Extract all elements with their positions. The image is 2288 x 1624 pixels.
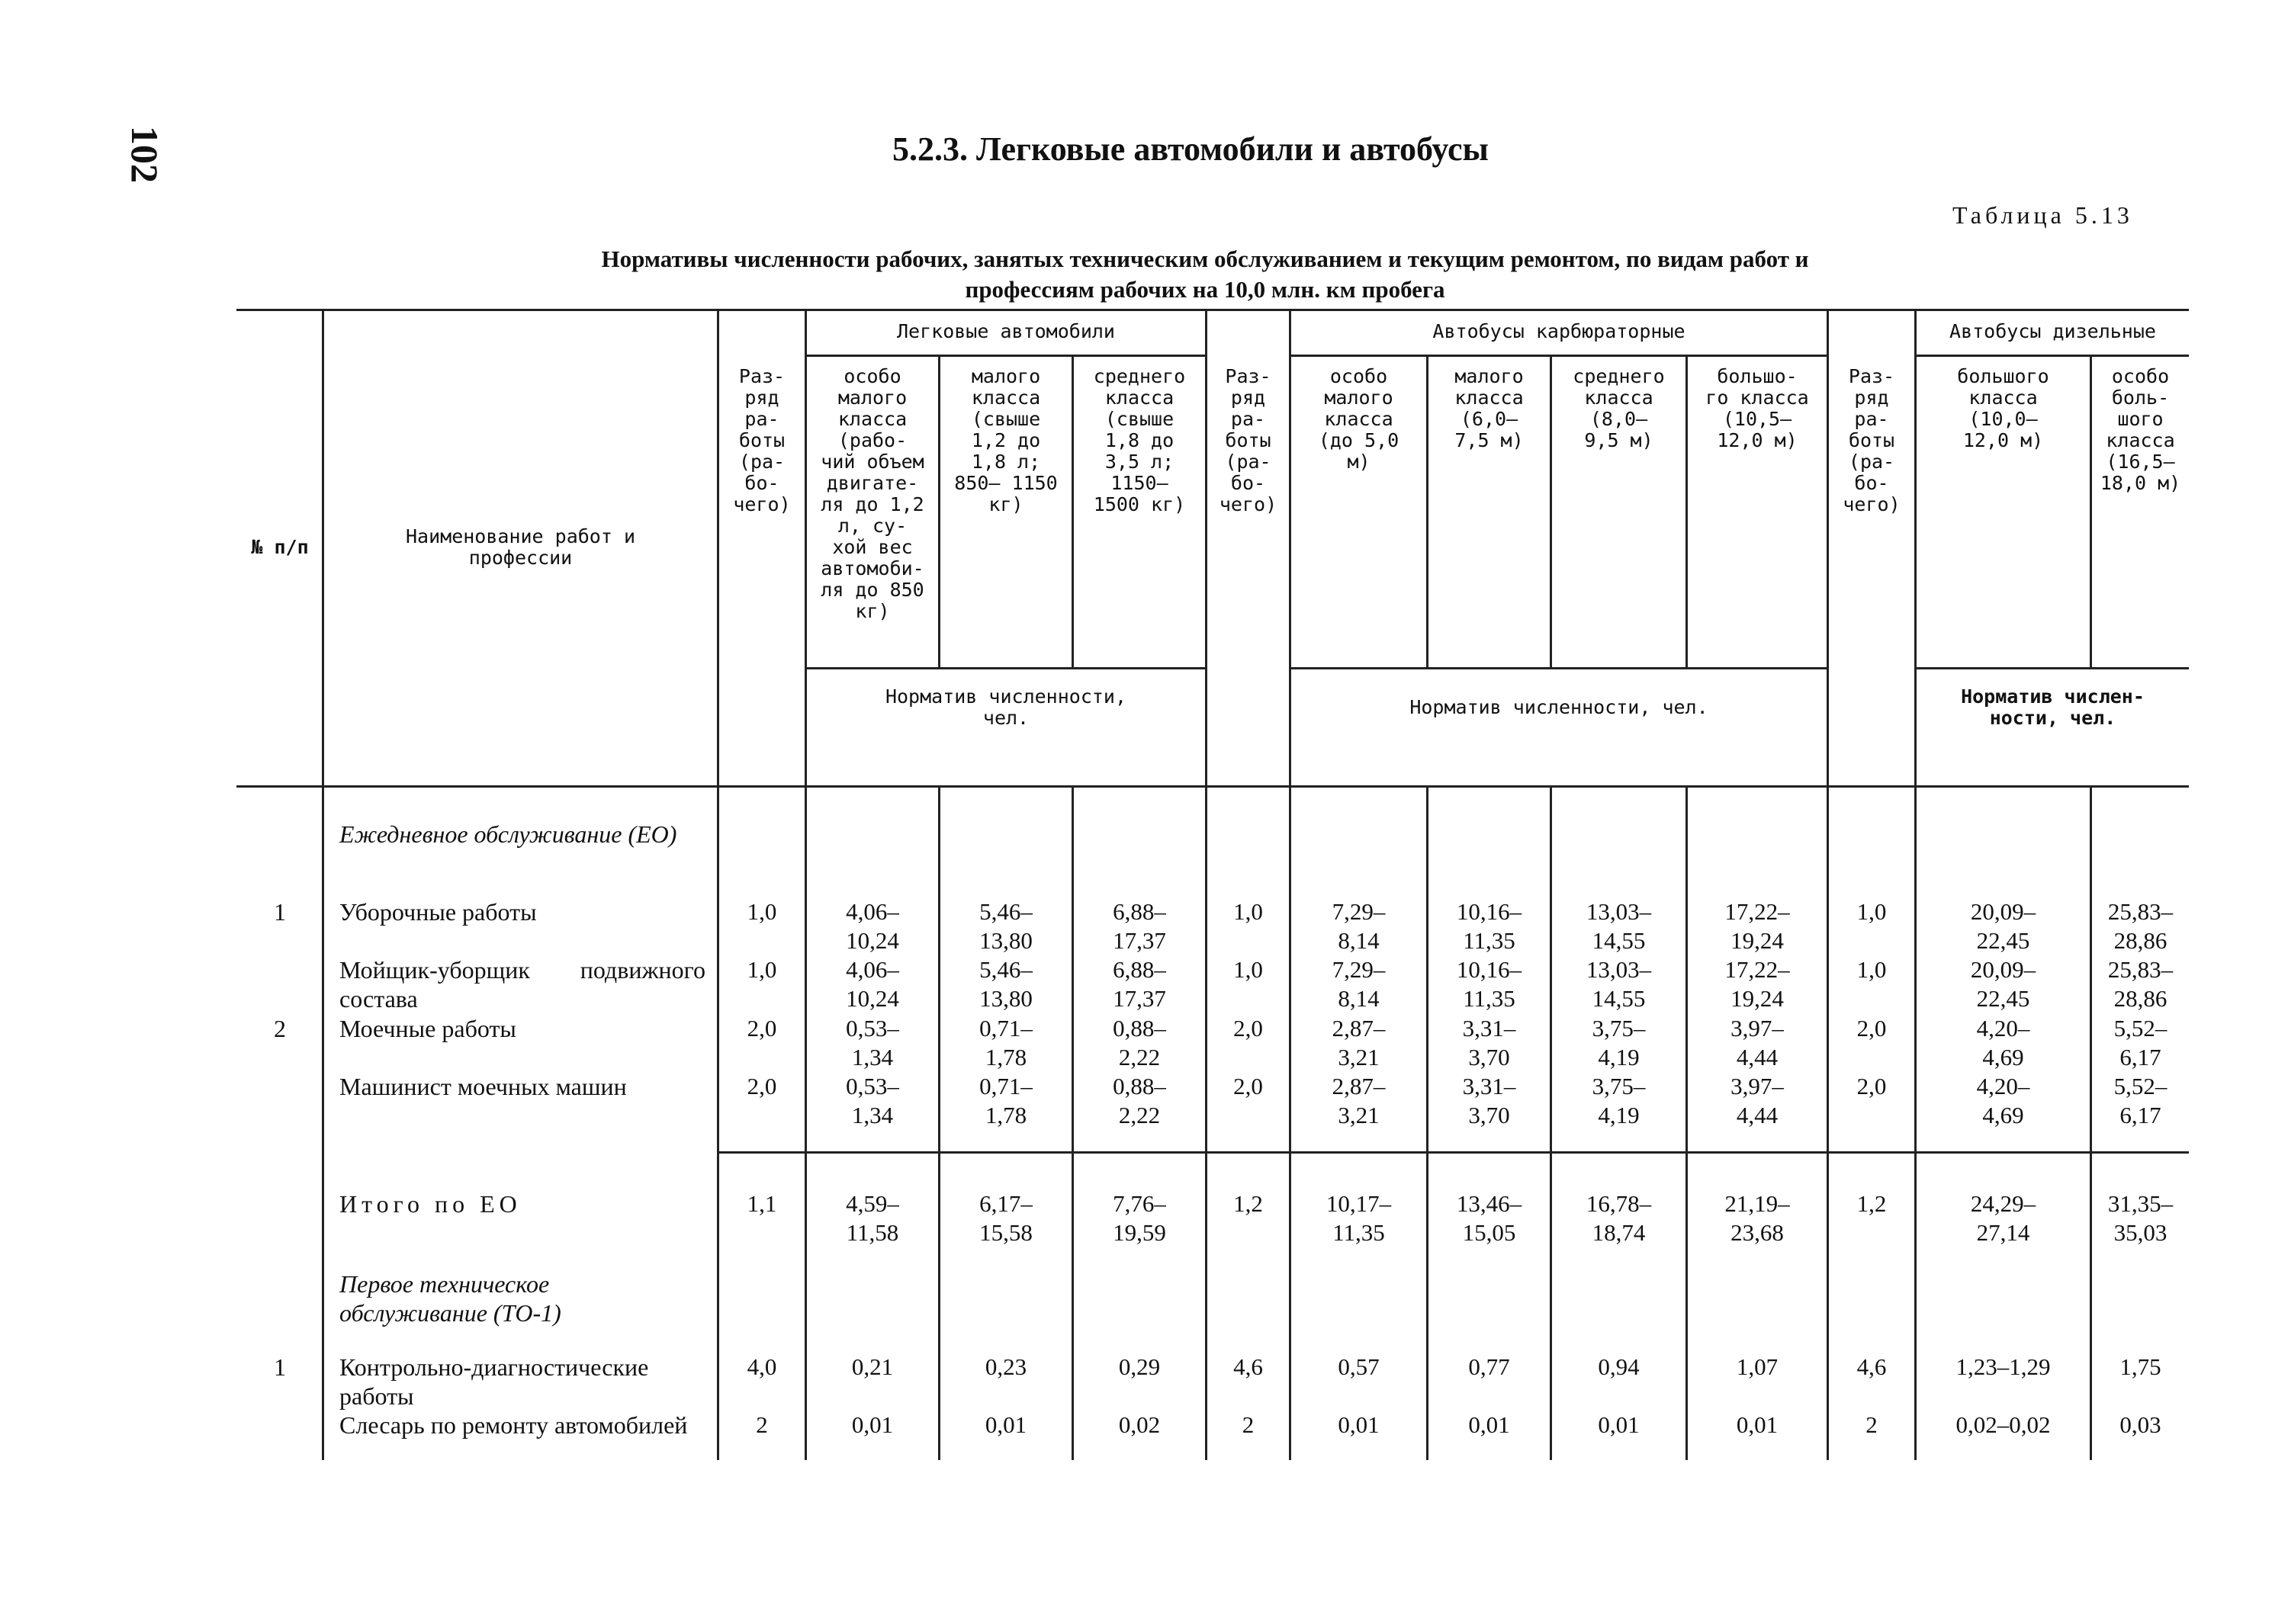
- section-title: 5.2.3. Легковые автомобили и автобусы: [892, 130, 1489, 168]
- eo-total-d1: 24,29– 27,14: [1970, 1190, 2036, 1246]
- eo-total-b3: 16,78– 18,74: [1586, 1190, 1652, 1246]
- col-car-medium: среднего класса (свыше 1,8 до 3,5 л; 1150– 1500 кг): [1093, 365, 1186, 515]
- section-to1-title: Первое техническое обслуживание (ТО-1): [339, 1270, 561, 1327]
- eo-row-4-c1: 0,53– 1,34: [846, 1073, 899, 1128]
- eo-total-name: Итого по ЕО: [339, 1190, 522, 1218]
- eo-total-b1: 10,17– 11,35: [1326, 1190, 1392, 1246]
- eo-row-3-name: Моечные работы: [339, 1015, 516, 1042]
- eo-row-2-c1: 4,06– 10,24: [846, 956, 899, 1012]
- eo-row-4-d2: 5,52– 6,17: [2113, 1073, 2167, 1128]
- group-cars: Легковые автомобили: [897, 320, 1115, 342]
- to1-row-1-c1: 0,21: [851, 1353, 894, 1380]
- table-caption: Нормативы численности рабочих, занятых техническим обслуживанием и текущим ремонтом, по видам работ и профессиям рабочих на 10,0 млн. км пробега: [601, 246, 1809, 303]
- eo-row-1-b2: 10,16– 11,35: [1456, 898, 1522, 954]
- to1-row-2-b4: 0,01: [1736, 1411, 1779, 1438]
- eo-row-1-g2: 1,0: [1233, 898, 1263, 925]
- header-num: № п/п: [251, 535, 309, 558]
- eo-row-2-d2: 25,83– 28,86: [2107, 956, 2174, 1012]
- to1-row-2-c1: 0,01: [851, 1411, 894, 1438]
- eo-total-d2: 31,35– 35,03: [2107, 1190, 2174, 1246]
- to1-row-1-num: 1: [274, 1353, 286, 1381]
- to1-row-1-d2: 1,75: [2119, 1353, 2161, 1380]
- group-diesel-buses: Автобусы дизельные: [1949, 320, 2156, 342]
- eo-row-1-g3: 1,0: [1856, 898, 1887, 925]
- col-bus-extra-small: особо малого класса (до 5,0 м): [1318, 365, 1399, 473]
- eo-row-3-b1: 2,87– 3,21: [1332, 1015, 1386, 1070]
- eo-row-4-name: Машинист моечных машин: [339, 1073, 627, 1100]
- eo-row-1-num: 1: [274, 898, 286, 926]
- to1-row-1-g1: 4,0: [747, 1353, 777, 1380]
- norm-label-carb: Норматив численности, чел.: [1409, 696, 1708, 718]
- eo-row-3-c2: 0,71– 1,78: [979, 1015, 1033, 1070]
- header-name: Наименование работ и профессии: [405, 525, 636, 569]
- col-diesel-large: большого класса (10,0– 12,0 м): [1957, 365, 2049, 451]
- eo-row-3-d2: 5,52– 6,17: [2113, 1015, 2167, 1070]
- eo-row-1-b3: 13,03– 14,55: [1586, 898, 1652, 954]
- col-car-extra-small: особо малого класса (рабо- чий объем двигате- ля до 1,2 л, су- хой вес автомоби- ля до 850 кг): [821, 365, 924, 622]
- to1-row-2-c3: 0,02: [1118, 1411, 1161, 1438]
- eo-row-1-c2: 5,46– 13,80: [979, 898, 1033, 954]
- to1-row-2-d2: 0,03: [2119, 1411, 2161, 1438]
- eo-row-1-c1: 4,06– 10,24: [846, 898, 899, 954]
- to1-row-1-c2: 0,23: [985, 1353, 1027, 1380]
- to1-row-1-b4: 1,07: [1736, 1353, 1779, 1380]
- eo-row-3-g3: 2,0: [1856, 1015, 1887, 1041]
- eo-row-2-g2: 1,0: [1233, 956, 1263, 983]
- eo-row-3-g1: 2,0: [747, 1015, 777, 1041]
- eo-row-2-b4: 17,22– 19,24: [1724, 956, 1790, 1012]
- eo-total-g3: 1,2: [1856, 1190, 1887, 1217]
- eo-row-2-name: Мойщик-уборщик подвижного состава: [339, 956, 705, 1013]
- eo-row-1-c3: 6,88– 17,37: [1113, 898, 1166, 954]
- eo-row-4-d1: 4,20– 4,69: [1976, 1073, 2030, 1128]
- header-grade-diesel: Раз- ряд ра- боты (ра- бо- чего): [1843, 365, 1901, 515]
- col-bus-small: малого класса (6,0– 7,5 м): [1454, 365, 1524, 451]
- eo-row-1-b1: 7,29– 8,14: [1332, 898, 1386, 954]
- page-number: 102: [124, 126, 166, 183]
- eo-row-1-g1: 1,0: [747, 898, 777, 925]
- eo-row-3-g2: 2,0: [1233, 1015, 1263, 1041]
- table-label: Таблица 5.13: [1952, 201, 2133, 229]
- eo-row-4-c3: 0,88– 2,22: [1113, 1073, 1166, 1128]
- col-diesel-extra-large: особо боль- шого класса (16,5– 18,0 м): [2100, 365, 2181, 494]
- eo-row-3-b3: 3,75– 4,19: [1592, 1015, 1646, 1070]
- to1-row-1-name: Контрольно-диагностические работы: [339, 1353, 649, 1410]
- eo-row-3-c1: 0,53– 1,34: [846, 1015, 899, 1070]
- to1-row-2-b1: 0,01: [1338, 1411, 1380, 1438]
- eo-row-3-b4: 3,97– 4,44: [1730, 1015, 1784, 1070]
- eo-row-4-b2: 3,31– 3,70: [1462, 1073, 1516, 1128]
- to1-row-2-g3: 2: [1865, 1411, 1878, 1438]
- to1-row-2-b3: 0,01: [1598, 1411, 1640, 1438]
- header-grade-cars: Раз- ряд ра- боты (ра- бо- чего): [733, 365, 791, 515]
- to1-row-2-b2: 0,01: [1468, 1411, 1510, 1438]
- to1-row-1-d1: 1,23–1,29: [1955, 1353, 2051, 1380]
- to1-row-1-b1: 0,57: [1338, 1353, 1380, 1380]
- col-bus-large: большо- го класса (10,5– 12,0 м): [1705, 365, 1809, 451]
- to1-row-1-b2: 0,77: [1468, 1353, 1510, 1380]
- eo-row-4-b1: 2,87– 3,21: [1332, 1073, 1386, 1128]
- eo-row-3-c3: 0,88– 2,22: [1113, 1015, 1166, 1070]
- eo-row-2-g1: 1,0: [747, 956, 777, 983]
- eo-row-3-num: 2: [274, 1015, 286, 1042]
- eo-row-3-b2: 3,31– 3,70: [1462, 1015, 1516, 1070]
- eo-row-1-b4: 17,22– 19,24: [1724, 898, 1790, 954]
- eo-row-2-d1: 20,09– 22,45: [1970, 956, 2036, 1012]
- col-car-small: малого класса (свыше 1,2 до 1,8 л; 850– 1150 кг): [954, 365, 1058, 515]
- eo-row-1-d1: 20,09– 22,45: [1970, 898, 2036, 954]
- to1-row-1-c3: 0,29: [1118, 1353, 1161, 1380]
- eo-row-2-c3: 6,88– 17,37: [1113, 956, 1166, 1012]
- eo-total-c1: 4,59– 11,58: [846, 1190, 899, 1246]
- eo-total-g2: 1,2: [1233, 1190, 1263, 1217]
- eo-row-4-g2: 2,0: [1233, 1073, 1263, 1099]
- group-carb-buses: Автобусы карбюраторные: [1432, 320, 1685, 342]
- eo-total-b4: 21,19– 23,68: [1724, 1190, 1790, 1246]
- to1-row-2-c2: 0,01: [985, 1411, 1027, 1438]
- eo-row-4-b3: 3,75– 4,19: [1592, 1073, 1646, 1128]
- to1-row-2-d1: 0,02–0,02: [1955, 1411, 2051, 1438]
- to1-row-2-g1: 2: [756, 1411, 768, 1438]
- eo-row-4-g3: 2,0: [1856, 1073, 1887, 1099]
- eo-total-c3: 7,76– 19,59: [1113, 1190, 1166, 1246]
- section-eo-title: Ежедневное обслуживание (ЕО): [339, 820, 677, 848]
- to1-row-2-g2: 2: [1242, 1411, 1255, 1438]
- eo-row-4-c2: 0,71– 1,78: [979, 1073, 1033, 1128]
- eo-row-2-b2: 10,16– 11,35: [1456, 956, 1522, 1012]
- to1-row-1-b3: 0,94: [1598, 1353, 1640, 1380]
- eo-row-2-b3: 13,03– 14,55: [1586, 956, 1652, 1012]
- col-bus-medium: среднего класса (8,0– 9,5 м): [1573, 365, 1665, 451]
- eo-row-3-d1: 4,20– 4,69: [1976, 1015, 2030, 1070]
- to1-row-1-g3: 4,6: [1856, 1353, 1887, 1380]
- eo-row-4-b4: 3,97– 4,44: [1730, 1073, 1784, 1128]
- eo-total-c2: 6,17– 15,58: [979, 1190, 1033, 1246]
- to1-row-1-g2: 4,6: [1233, 1353, 1263, 1380]
- eo-total-g1: 1,1: [747, 1190, 777, 1217]
- norm-label-cars: Норматив численности, чел.: [885, 685, 1127, 729]
- eo-row-1-d2: 25,83– 28,86: [2107, 898, 2174, 954]
- eo-row-2-g3: 1,0: [1856, 956, 1887, 983]
- norm-label-diesel: Норматив числен- ности, чел.: [1961, 685, 2145, 729]
- eo-total-b2: 13,46– 15,05: [1456, 1190, 1522, 1246]
- header-grade-carb: Раз- ряд ра- боты (ра- бо- чего): [1219, 365, 1277, 515]
- eo-row-4-g1: 2,0: [747, 1073, 777, 1099]
- eo-row-2-b1: 7,29– 8,14: [1332, 956, 1386, 1012]
- eo-row-1-name: Уборочные работы: [339, 898, 537, 926]
- eo-row-2-c2: 5,46– 13,80: [979, 956, 1033, 1012]
- to1-row-2-name: Слесарь по ремонту автомобилей: [339, 1411, 688, 1439]
